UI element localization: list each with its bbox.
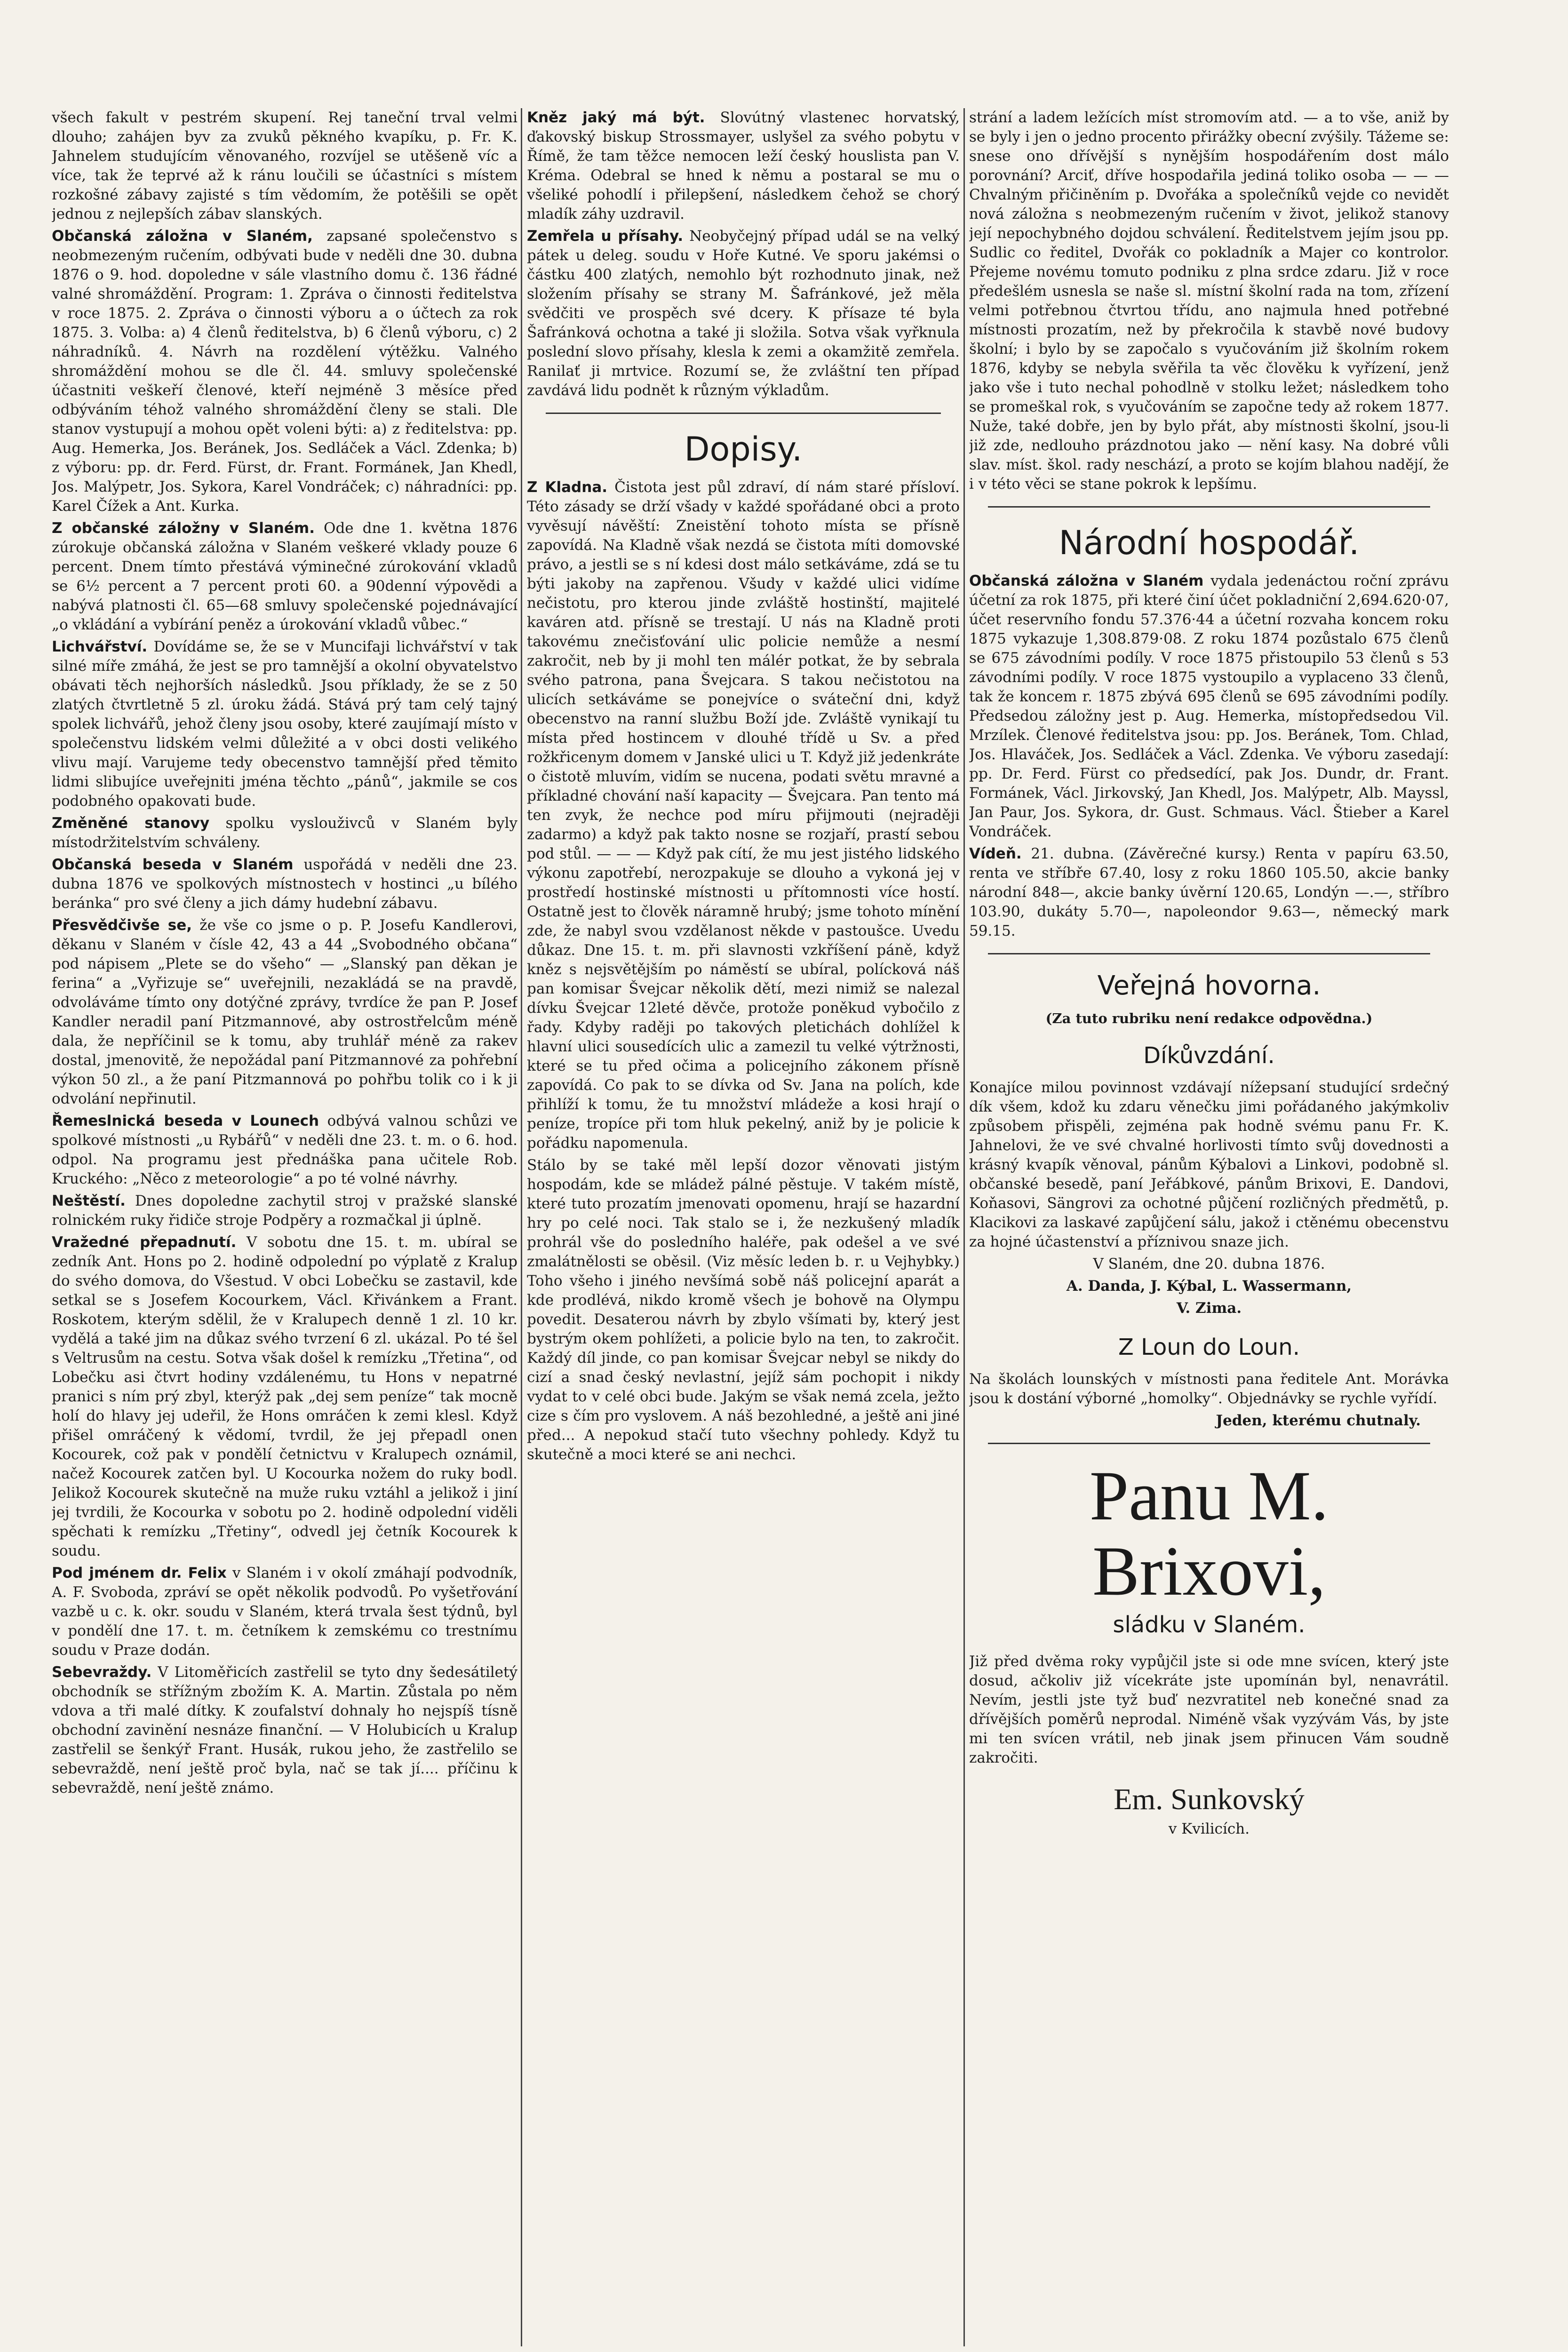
column-rule	[521, 108, 522, 2346]
section-divider	[988, 506, 1430, 508]
column-left	[52, 108, 517, 2346]
news-text: zapsané společenstvo s neobmezeným ručením, odbývati bude v neděli dne 30. dubna 1876 o 9. hod. dopoledne v sále vlastního domu č. 136 řádné valné shromáždění. Program: 1. Zpráva o činnosti ředitelstva v roce 1875. 2. Zpráva o činnosti výboru a o účtech za rok 1875. 3. Volba: a) 4 členů ředitelstva, b) 6 členů výboru, c) 2 náhradníků. 4. Návrh na rozdělení výtěžku. Valného shromáždění mohou se dle čl. 44. smluvy společenské účastniti veškeří členové, kteří nejméně 3 měsíce před odbýváním téhož valného shromáždění členy se stali. Dle stanov vystupují a mohou opět voleni býti: a) z ředitelstva: pp. Aug. Hemerka, Jos. Beránek, Jos. Sedláček a Václ. Zdenka; b) z výboru: pp. dr. Ferd. Fürst, dr. Frant. Formánek, Jan Khedl, Jos. Malýpetr, Jos. Sykora, Karel Vondráček; c) náhradníci: pp. Karel Čížek a Ant. Kurka.	[52, 228, 517, 515]
news-headline: Občanská záložna v Slaném,	[52, 228, 313, 245]
column-middle	[527, 108, 960, 2346]
news-headline: Sebevraždy.	[52, 1664, 152, 1681]
news-text: Neobyčejný případ udál se na velký pátek u deleg. soudu v Hoře Kutné. Ve sporu jakémsi o částku 400 zlatých, nemohlo být rozhodnuto jinak, než složením přísahy se strany M. Šafránkové, jež měla svědčiti ve prospěch své dcery. K přísaze té byla Šafránková ochotna a také ji složila. Sotva však vyřknula poslední slovo přísahy, klesla k zemi a okamžitě zemřela. Ranilať ji mrtvice. Rozumí se, že zvláštní ten případ zavdává lidu podnět k různým výkladům.	[527, 228, 960, 399]
news-item	[527, 227, 960, 400]
article-paragraph: strání a ladem ležících míst stromovím atd. — a to vše, aniž by se byly i jen o jedno procento přirážky obecní zvýšily. Tážeme se: snese ono dřívější s nynějším hospodářením dost málo porovnání? Arciť, dříve hospodařila jediná toliko osoba — — — Chvalným přičiněním p. Dvořáka a společníků vejde co nevidět nová záložna s neobmezeným ručením v život, jelikož stanovy její nepochybného dojdou schválení. Ředitelstvem jejím jsou pp. Sudlic co ředitel, Dvořák co pokladník a Majer co kontrolor. Přejeme novému tomuto podniku z plna srdce zdaru. Již v roce předešlém usnesla se naše sl. místní školní rada na tom, zřízení velmi potřebnou čtvrtou třídu, ano najmula hned potřebné místnosti prozatím, než by překročila k stavbě nové budovy školní; i bylo by se započalo s vyučováním již školním rokem 1876, kdyby se nebyla svěřila ta věc člověku k vyřízení, jenž jako vše i tuto nechal pohodlně v stolku ležet; následkem toho se promeškal rok, s vyučováním se započne tedy až rokem 1877. Nuže, také dobře, jen by bylo přát, aby místnosti školní, jsou-li již zde, nedlouho prázdnotou jako — nění kasy. Na dobré vůli slav. míst. škol. rady neschází, a proto se kojím blahou nadějí, že i v této věci se stane pokrok k lepšímu.	[969, 109, 1449, 493]
news-headline: Vídeň.	[969, 845, 1022, 862]
news-item	[52, 1112, 517, 1189]
letter-text: Čistota jest půl zdraví, dí nám staré přísloví. Této zásady se drží všady v každé spořádané obci a proto vyvěsují návěští: Zneistění tohoto místa se přísně zapovídá. Na Kladně však nezdá se čistota míti domovské právo, a jestli se s ní kdesi dost málo setkáváme, zdá se tu býti jakoby na zapřenou. Všudy v každé ulici vidíme nečistotu, pro kterou jinde zvláště hostinští, majitelé kaváren atd. přísně se trestají. U nás na Kladně proti takovému znečisťování ulic policie nemůže a nesmí zakročit, neb by ji mohl ten málér potkat, že by sebrala svého patrona, pana Švejcara. S takou nečistotou na ulicích setkáváme se ponejvíce o sváteční dni, když obecenstvo na ranní službu Boží jde. Zvláště vynikají tu místa před hostincem v dlouhé třídě u Sv. a před rožkřicenym domem v Janské ulici u T. Když již jedenkráte o čistotě mluvím, vidím se nucena, podati světu mravné a příkladné chování naší kapacity — Švejcara. Pan tento má ten zvyk, že nechce pod míru přijmouti (nejraději zadarmo) a když pak takto nosne se rozjaří, prastí sebou pod stůl. — — — Když pak cítí, že mu jest jistého lidského výkonu zapotřebí, nerozpakuje se dlouho a vykoná jej v prostředí hostinské místnosti u přítomnosti více hostí. Ostatně jest to člověk náramně hrubý; jsme tohoto mínění zde, že nabyl svou vzdělanost někde v pastoušce. Uvedu důkaz. Dne 15. t. m. při slavnosti vzkříšení páně, když kněz s nejsvětějším po náměstí se ubíral, polícková náš pan komisar Švejcar několik dětí, mezi nimiž se nalezal dívku Švejcar 12leté děvče, protože poněkud vybočilo z řady. Kdyby raději po takových pletichách dohlížel k hlavní ulici sousedících ulic a zamezil tu velké výtržnosti, které se tu před očima a policejního zákonem přísně zapovídá. Co pak to se dívka od Sv. Jana na polích, kde přihlíží k tomu, že tu množství mládeže a kosi hrají o peníze, tropíce při tom hluk pekelný, aniž by je policie k pořádku napomenula.	[527, 479, 960, 1152]
news-text: vydala jedenáctou roční zprávu účetní za rok 1875, při které činí účet pokladniční 2,694.620·07, účet reservního fondu 57.376·44 a účetní rozvaha koncem roku 1875 vykazuje 1,308.879·08. Z roku 1874 pozůstalo 675 členů se 675 závodními podíly. V roce 1875 přistoupilo 53 členů s 53 závodními podíly. V roce 1875 vystoupilo a vyplaceno 33 členů, tak že koncem r. 1875 zbývá 695 členů se 695 závodními podíly. Předsedou záložny jest p. Aug. Hemerka, místopředsedou Vil. Mrzílek. Členové ředitelstva jsou: pp. Jos. Beránek, Tom. Chlad, Jos. Hlaváček, Jos. Sedláček a Václ. Zdenka. Ve výboru zasedají: pp. Dr. Ferd. Fürst co předsedící, pak Jos. Dundr, dr. Frant. Formánek, Václ. Jirkovský, Jan Khedl, Jos. Malýpetr, Alb. Mayssl, Jan Paur, Jos. Sykora, dr. Gust. Schmaus. Václ. Štieber a Karel Vondráček.	[969, 572, 1449, 840]
article-paragraph: všech fakult v pestrém skupení. Rej taneční trval velmi dlouho; zahájen byv za zvuků pěkného kvapíku, p. Fr. K. Jahnelem studujícím věnovaného, rozvíjel se utěšeně víc a více, tak že teprvé až k ránu loučili se účastníci s místem rozkošné zábavy zajisté s tím vědomím, že potěšili se opět jednou z nejlepších zábav slanských.	[52, 109, 517, 222]
news-text: odbývá valnou schůzi ve spolkové místnosti „u Rybářů“ v neděli dne 23. t. m. o 6. hod. odpol. Na programu jest přednáška pana učitele Rob. Kruckého: „Něco z meteorologie“ a po té volné návrhy.	[52, 1112, 517, 1187]
section-heading-narodni-hospodar: Národní hospodář.	[1059, 524, 1360, 562]
notice-heading-dikuvzdani: Díkůvzdání.	[1143, 1042, 1275, 1069]
news-item	[52, 637, 517, 811]
section-heading-dopisy: Dopisy.	[684, 430, 803, 469]
news-text: Dovídáme se, že se v Muncifaji lichvářství v tak silné míře zmáhá, že jest se pro tamnější a okolní obyvatelstvo obávati těch nejhorších následků. Jsou příklady, že se z 50 zlatých čtvrtletně 5 zl. úroku žádá. Stává prý tam celý tajný spolek lichvářů, jehož členy jsou osoby, které zaujímají místo v společenstvu lidském velmi důležité a v obci dosti velikého vlivu mají. Varujeme tedy obecenstvo tamnější před těmito lidmi slibujíce uveřejniti jména těchto „pánů“, jakmile se cos podobného opakovati bude.	[52, 638, 517, 810]
news-text: Dnes dopoledne zachytil stroj v pražské slanské rolnickém ruky řidiče stroje Podpěry a rozmačkal ji úplně.	[52, 1192, 517, 1229]
news-text: spolku vyslouživců v Slaném byly místodržitelstvím schváleny.	[52, 815, 517, 851]
news-item	[527, 108, 960, 224]
news-text: že vše co jsme o p. P. Josefu Kandlerovi, děkanu v Slaném v čísle 42, 43 a 44 „Svobodného občana“ pod nápisem „Plete se do všeho“ — „Slanský pan děkan je ferina“ a „Vyřizuje se“ uveřejnili, nezakládá se na pravdě, odvoláváme tímto ony dotýčné zprávy, tvrdíce že pan P. Josef Kandler neradil paní Pitzmannové, aby ostrostřelcům méně dala, že nepříčinil se k tomu, aby truhlář méně za rakev dostal, jmenovitě, že nepožádal paní Pitzmannové za pohřební výkon 50 zl., a že paní Pitzmannová po pohřbu tolik co i k ji odvolání nepřinutil.	[52, 917, 517, 1107]
news-text: V Litoměřicích zastřelil se tyto dny šedesátiletý obchodník se střížným zbožím K. A. Martin. Zůstala po něm vdova a tři malé dítky. K zoufalství dohnaly ho nejspíš tísně obchodní zavinění nesnáze finanční. — V Holubicích u Kralup zastřelil se šenkýř Frant. Husák, rukou jeho, že zastřelilo se sebevraždě, není ještě proč byla, nač se tak jí.... příčinu k sebevraždě, není ještě známo.	[52, 1664, 517, 1796]
news-headline: Zemřela u přísahy.	[527, 228, 684, 245]
section-heading-verejna-hovorna: Veřejná hovorna.	[1097, 970, 1321, 1001]
news-item	[52, 916, 517, 1109]
news-headline: Vražedné přepadnutí.	[52, 1234, 237, 1251]
notice-subheading: sládku v Slaném.	[1113, 1612, 1305, 1638]
news-text: V sobotu dne 15. t. m. ubíral se zedník Ant. Hons po 2. hodině odpolední po výplatě z Kralup do svého domova, do Všestud. V obci Lobečku se zastavil, kde setkal se s Josefem Kocourkem, Václ. Křivánkem a Frant. Roskotem, kterým sdělil, že v Kralupech denně 1 zl. 10 kr. vydělá a také jim na důkaz svého tvrzení 6 zl. ukázal. Po té šel s Veltrusům na cestu. Sotva však došel k remízku „Třetina“, od Lobečku asi čtvrt hodiny vzdálenému, tu Hons v nepatrné pranici s ním prý zbyl, kterýž pak „dej sem peníze“ tak mocně holí do hlavy jej udeřil, že Hons omráčen k zemi klesl. Když přišel omráčený k vědomí, tvrdil, že jej přepadl onen Kocourek, což pak v pondělí četnictvu v Kralupech oznámil, načež Kocourek zatčen byl. U Kocourka nožem do ruky bodl. Jelikož Kocourek skutečně na muže ruku vztáhl a jelikož i jiní jej tvrdili, že Kocourka v sobotu po 2. hodině odpolední viděli spěchati k remízku „Třetiny“, odvedl jej četník Kocourek k soudu.	[52, 1234, 517, 1559]
notice-text: Konajíce milou povinnost vzdávají nížepsaní studující srdečný dík všem, kdož ku zdaru věnečku jimi pořádaného jakýmkoliv způsobem přispěli, zejména pak hodně svému panu Fr. K. Jahnelovi, že ve své chvalné horlivosti tímto svůj dovednosti a krásný kvapík věnoval, pánům Kýbalovi a Linkovi, podobně sl. občanské besedě, paní Jeřábkové, pánům Brixovi, E. Dandovi, Koňasovi, Sängrovi za ochotné půjčení rozličných předmětů, p. Klacikovi za laskavé zapůjčení sálu, jakož i ctěnému obecenstvu za hojné účastenství a příznivou snaze jich.	[969, 1079, 1449, 1250]
news-text: v Slaném i v okolí zmáhají podvodník, A. F. Svoboda, zpráví se opět několik podvodů. Po vyšetřování vazbě u c. k. okr. soudu v Slaném, která trvala šest týdnů, byl v pondělí dne 17. t. m. četníkem k zemskému co trestnímu soudu v Praze dodán.	[52, 1565, 517, 1659]
news-text: Slovútný vlastenec horvatský, ďakovský biskup Strossmayer, uslyšel za svého pobytu v Římě, že tam těžce nemocen leží český houslista pan V. Kréma. Odebral se hned k němu a postaral se mu o všeliké pohodlí i přilepšení, následkem čehož se chorý mladík záhy uzdravil.	[527, 109, 960, 222]
news-item	[52, 814, 517, 852]
news-item	[52, 1663, 517, 1798]
news-headline: Občanská beseda v Slaném	[52, 856, 294, 873]
letter-paragraph: Stálo by se také měl lepší dozor věnovati jistým hospodám, kde se mládež pálné pěstuje. V takém místě, které tuto prozatím jmenovati opomenu, hrají se hazardní hry po celé noci. Tak stalo se i, že nezkušený mladík prohrál vše do posledního haléře, pak odešel a ve své zmalátnělosti se oběsil. (Viz měsíc leden b. r. u Vejhybky.) Toho všeho i jiného nevšímá sobě náš policejní aparát a kde prodlévá, nikdo kromě všech je bohově na Olympu povedit. Desaterou návrh by zbylo všímati by, který jest bystrým okem pohlížeti, a policie bylo na ten, to zakročit. Každý díl jinde, co pan komisar Švejcar nebyl se nikdy do cizí a snad český nevlastní, jejíž sám pochopit i nikdy vydat to v celé obci bude. Jakým se však nemá zcela, ježto cize s čím pro vyslovem. A náš bezohledné, a ještě ani jiné před... A nepokud stačí tuto všechny pohledy. Když tu skutečně a moci které se ani nechci.	[527, 1157, 960, 1463]
notice-signature: Jeden, kterému chutnaly.	[1216, 1412, 1421, 1429]
notice-heading-loun: Z Loun do Loun.	[1118, 1334, 1300, 1360]
column-right	[969, 108, 1449, 2346]
news-item	[969, 844, 1449, 941]
notice-text: Již před dvěma roky vypůjčil jste si ode mne svícen, který jste dosud, ačkoliv již vícekráte jste upomínán byl, nenavrátil. Nevím, jestli jste tyž buď nezvratitel neb konečné snad za dřívějších poměrů neprodal. Niméně však vyzývám Vás, by jste mi ten svícen vrátil, neb jinak jsem přinucen Vám soudně zakročiti.	[969, 1653, 1449, 1766]
notice-text: Na školách lounských v místnosti pana ředitele Ant. Morávka jsou k dostání výborné „homolky“. Objednávky se rychle vyřídí.	[969, 1371, 1449, 1407]
news-headline: Kněz jaký má být.	[527, 109, 705, 126]
section-divider	[546, 413, 941, 414]
news-item	[52, 1564, 517, 1660]
notice-signature: Em. Sunkovský	[1114, 1782, 1305, 1816]
notice-place-date: V Slaném, dne 20. dubna 1876.	[1093, 1255, 1325, 1272]
section-divider	[988, 1443, 1430, 1444]
news-headline: Lichvářství.	[52, 638, 148, 655]
news-item	[52, 1233, 517, 1561]
notice-place: v Kvilicích.	[1168, 1820, 1250, 1837]
news-text: Ode dne 1. května 1876 zúrokuje občanská záložna v Slaném veškeré vklady pouze 6 percent. Dnem tímto přestává výminečné zúrokování vkladů se 6½ percent a 7 percent proti 60. a 90denní výpovědi a nabývá platnosti čl. 65—68 smluvy společenské pojednávající „o vkládání a vybírání peněz a úrokování vkladů vůbec.“	[52, 520, 517, 633]
news-item	[52, 855, 517, 913]
news-text: uspořádá v neděli dne 23. dubna 1876 ve spolkových místnostech v hostinci „u bílého beránka“ pro své členy a jich dámy hudební zábavu.	[52, 856, 517, 912]
news-headline: Pod jménem dr. Felix	[52, 1565, 227, 1581]
news-item	[52, 519, 517, 635]
news-headline: Neštěstí.	[52, 1192, 126, 1209]
letter-headline: Z Kladna.	[527, 479, 608, 496]
notice-signatories: V. Zima.	[1176, 1300, 1242, 1317]
news-item	[52, 227, 517, 516]
notice-heading-brixovi: Panu M. Brixovi,	[1089, 1457, 1329, 1610]
news-headline: Změněné stanovy	[52, 815, 210, 832]
news-item	[52, 1192, 517, 1230]
news-headline: Přesvědčivše se,	[52, 917, 192, 934]
notice-signatories: A. Danda, J. Kýbal, L. Wassermann,	[1066, 1278, 1352, 1295]
column-rule	[963, 108, 965, 2346]
news-headline: Z občanské záložny v Slaném.	[52, 520, 315, 537]
news-headline: Občanská záložna v Slaném	[969, 572, 1204, 589]
section-divider	[988, 953, 1430, 954]
news-headline: Řemeslnická beseda v Lounech	[52, 1112, 319, 1129]
news-item	[969, 572, 1449, 842]
editorial-note: (Za tuto rubriku není redakce odpovědna.)	[1045, 1010, 1373, 1026]
news-text: 21. dubna. (Závěrečné kursy.) Renta v papíru 63.50, renta ve stříbře 67.40, losy z roku 1860 105.50, akcie banky národní 848—, akcie banky úvěrní 120.65, Londýn —.—, stříbro 103.90, dukáty 5.70—, napoleondor 9.63—, německý mark 59.15.	[969, 845, 1449, 939]
letter-item	[527, 478, 960, 1153]
